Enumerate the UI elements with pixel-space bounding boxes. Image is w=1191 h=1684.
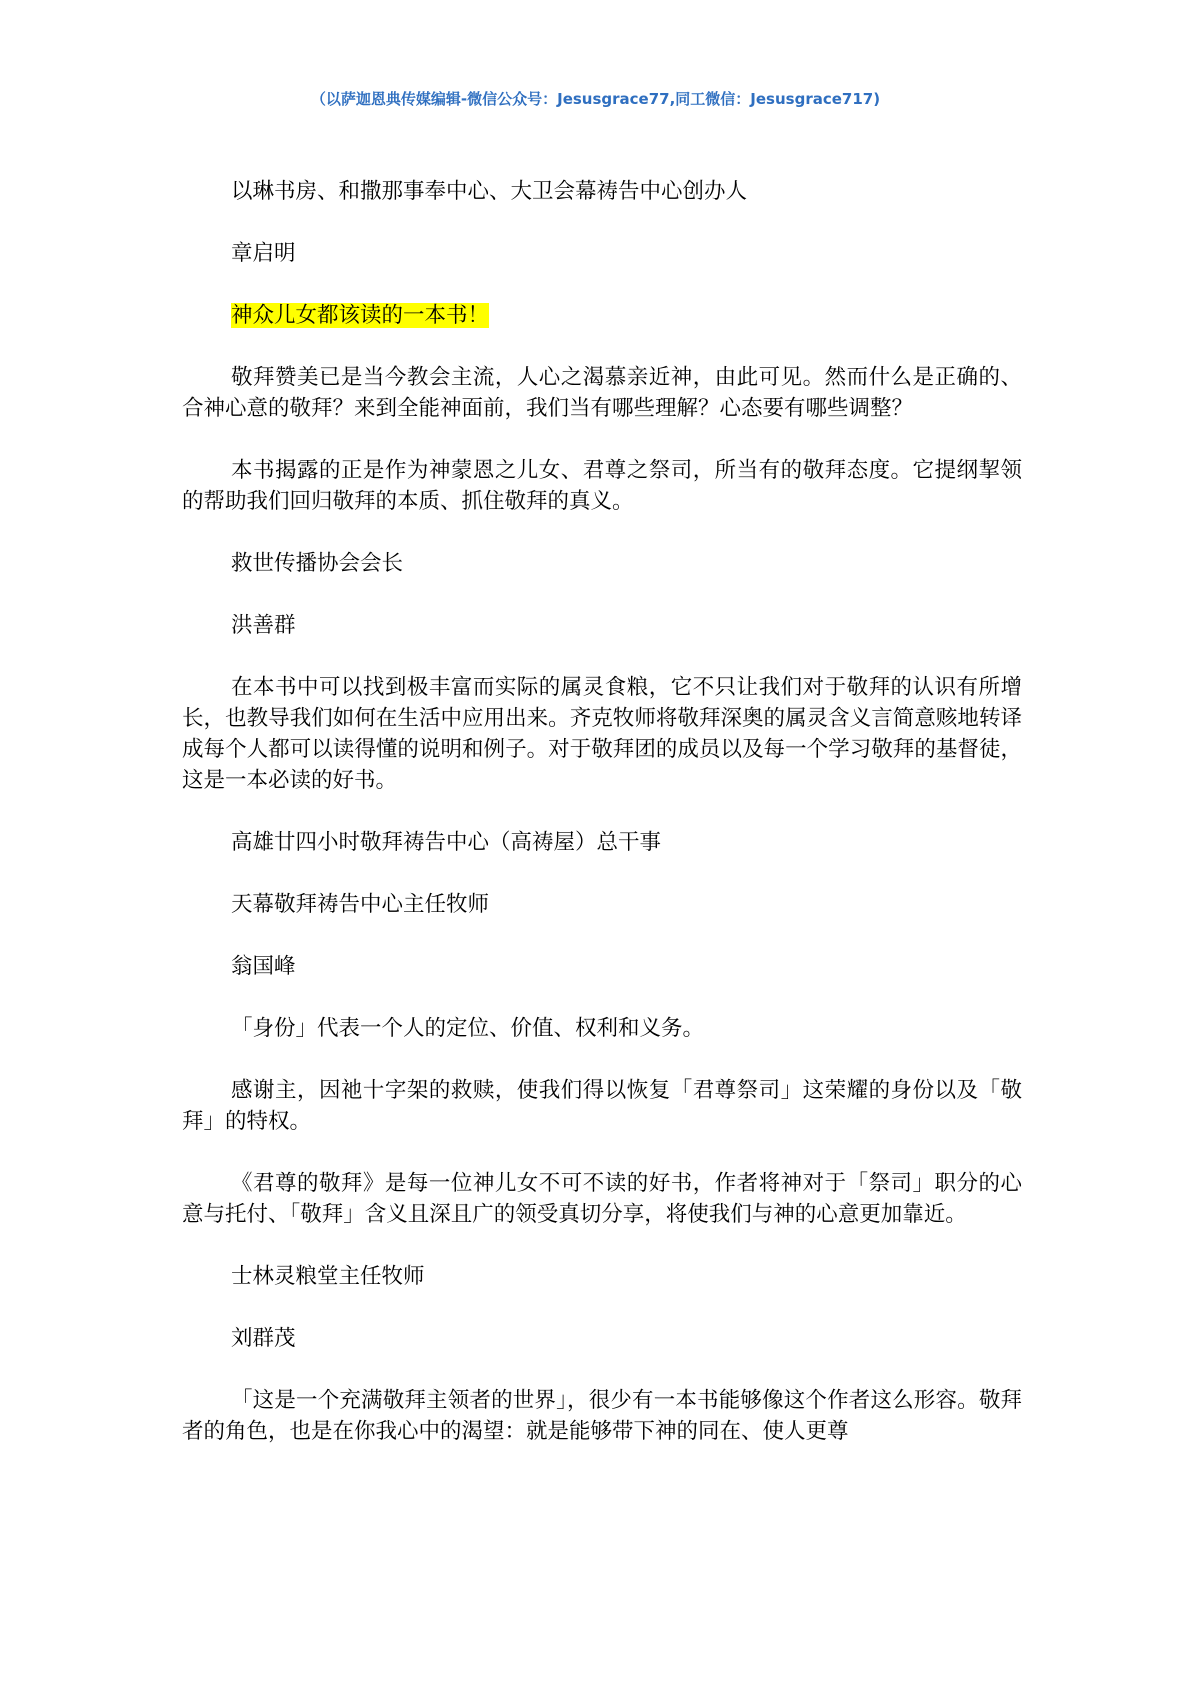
page-header: （以萨迦恩典传媒编辑-微信公众号：Jesusgrace77,同工微信：Jesusgrace717) <box>310 90 881 108</box>
endorsement-paragraph: 敬拜赞美已是当今教会主流，人心之渴慕亲近神，由此可见。然而什么是正确的、合神心意的敬拜？来到全能神面前，我们当有哪些理解？心态要有哪些调整？ <box>182 365 1022 421</box>
endorser-title: 士林灵粮堂主任牧师 <box>231 1264 425 1289</box>
endorser-name: 洪善群 <box>231 613 296 638</box>
highlight-text: 神众儿女都该读的一本书！ <box>231 303 490 328</box>
endorsement-paragraph: 在本书中可以找到极丰富而实际的属灵食粮，它不只让我们对于敬拜的认识有所增长，也教导我们如何在生活中应用出来。齐克牧师将敬拜深奥的属灵含义言简意赅地转译成每个人都可以读得懂的说明和例子。对于敬拜团的成员以及每一个学习敬拜的基督徒，这是一本必读的好书。 <box>182 675 1022 793</box>
endorsement-paragraph: 感谢主，因祂十字架的救赎，使我们得以恢复「君尊祭司」这荣耀的身份以及「敬拜」的特权。 <box>182 1078 1022 1134</box>
endorsement-line: 「身份」代表一个人的定位、价值、权利和义务。 <box>231 1016 705 1041</box>
endorser-name: 刘群茂 <box>231 1326 296 1351</box>
endorser-title: 救世传播协会会长 <box>231 551 404 576</box>
endorsement-paragraph: 「这是一个充满敬拜主领者的世界」，很少有一本书能够像这个作者这么形容。敬拜者的角色，也是在你我心中的渴望：就是能够带下神的同在、使人更尊 <box>182 1388 1022 1444</box>
endorser-title: 高雄廿四小时敬拜祷告中心（高祷屋）总干事 <box>231 830 662 855</box>
endorser-title: 以琳书房、和撒那事奉中心、大卫会幕祷告中心创办人 <box>231 179 748 204</box>
endorser-name: 翁国峰 <box>231 954 296 979</box>
endorsement-paragraph: 本书揭露的正是作为神蒙恩之儿女、君尊之祭司，所当有的敬拜态度。它提纲挈领的帮助我们回归敬拜的本质、抓住敬拜的真义。 <box>182 458 1022 514</box>
endorsement-paragraph: 《君尊的敬拜》是每一位神儿女不可不读的好书，作者将神对于「祭司」职分的心意与托付、「敬拜」含义且深且广的领受真切分享，将使我们与神的心意更加靠近。 <box>182 1171 1022 1227</box>
highlighted-heading <box>182 300 1022 331</box>
endorser-title: 天幕敬拜祷告中心主任牧师 <box>231 892 490 917</box>
document-body <box>182 176 1022 1478</box>
endorser-name: 章启明 <box>231 241 296 266</box>
